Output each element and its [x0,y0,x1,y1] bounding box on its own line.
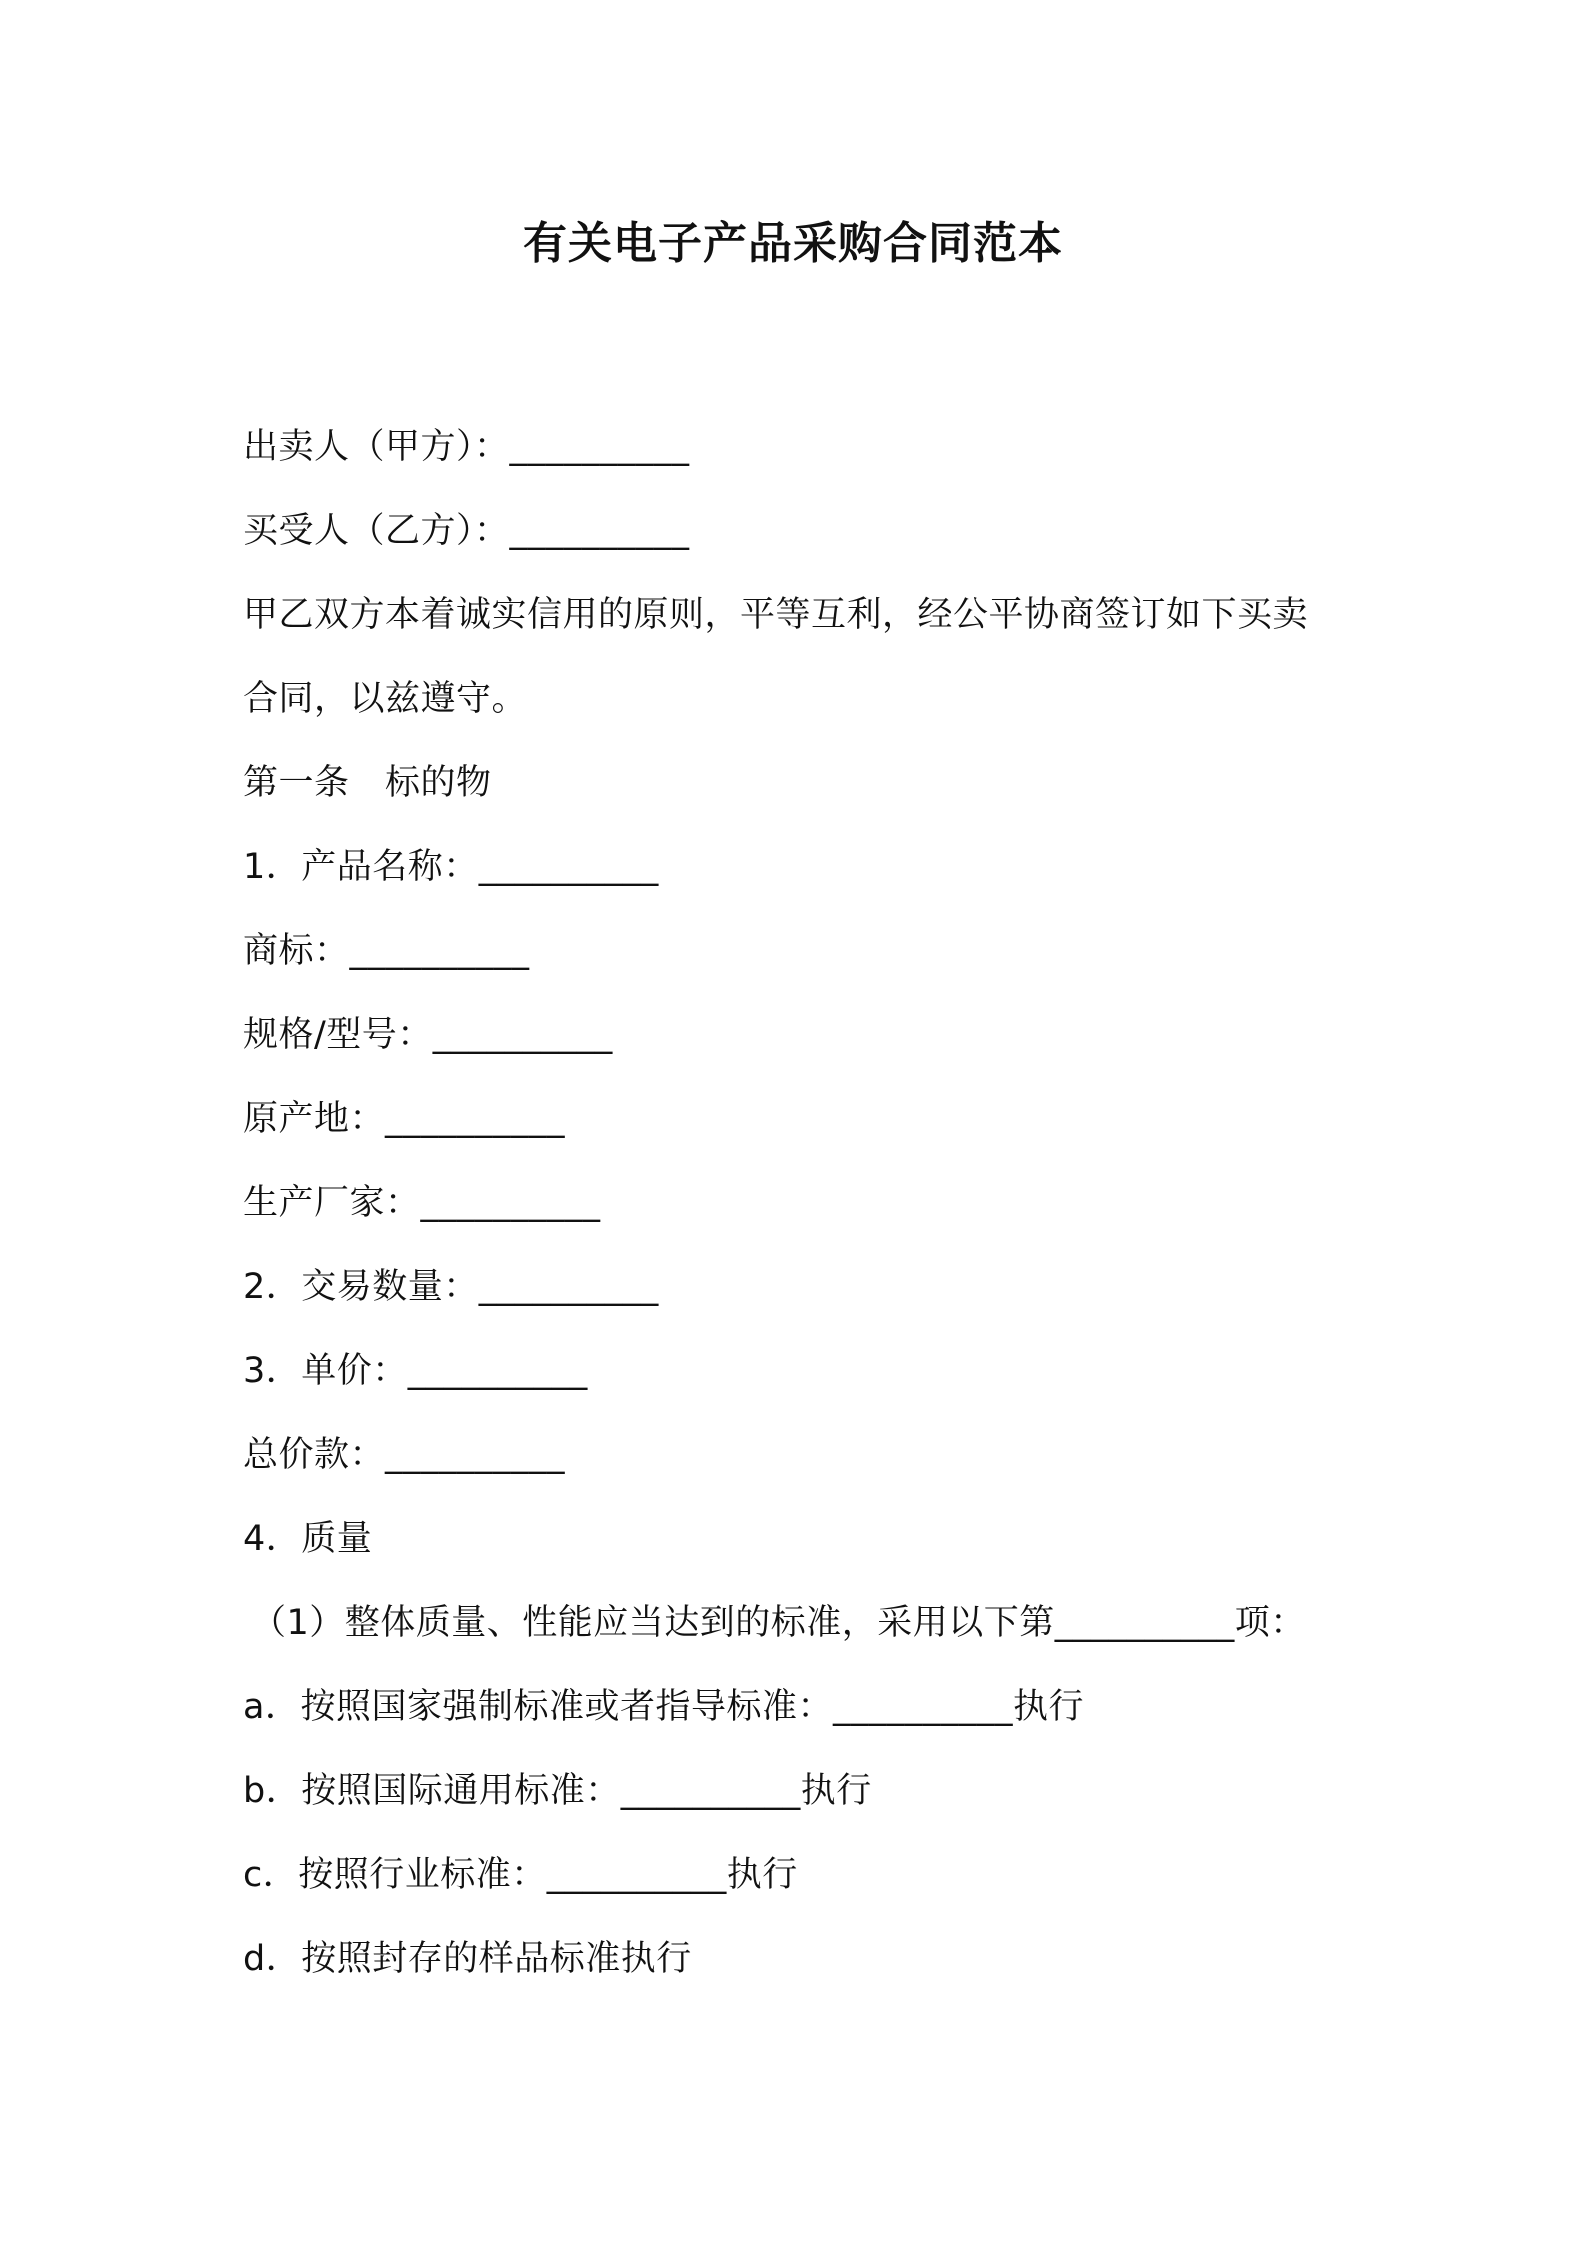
option-a-line: a．按照国家强制标准或者指导标准：__________执行 [243,1687,1084,1727]
document-body [243,405,1363,2001]
unit-price-line: 3．单价：__________ [243,1351,588,1391]
seller-line: 出卖人（甲方）：__________ [243,427,690,467]
option-b-line: b．按照国际通用标准：__________执行 [243,1771,872,1811]
quality-heading: 4．质量 [243,1519,373,1559]
preamble-line-1: 甲乙双方本着诚实信用的原则，平等互利，经公平协商签订如下买卖 [243,595,1309,635]
buyer-line: 买受人（乙方）：__________ [243,511,690,551]
document-title: 有关电子产品采购合同范本 [523,218,1063,269]
quality-standard-line: （1）整体质量、性能应当达到的标准，采用以下第__________项： [251,1603,1306,1643]
origin-line: 原产地：__________ [243,1099,566,1139]
trademark-line: 商标：__________ [243,931,530,971]
manufacturer-line: 生产厂家：__________ [243,1183,601,1223]
product-name-line: 1．产品名称：__________ [243,847,659,887]
article-1-heading: 第一条 标的物 [243,763,492,803]
option-c-line: c．按照行业标准：__________执行 [243,1855,798,1895]
preamble-line-2: 合同，以兹遵守。 [243,679,528,719]
quantity-line: 2．交易数量：__________ [243,1267,659,1307]
option-d-line: d．按照封存的样品标准执行 [243,1939,692,1979]
spec-model-line: 规格/型号：__________ [243,1015,613,1055]
total-price-line: 总价款：__________ [243,1435,566,1475]
